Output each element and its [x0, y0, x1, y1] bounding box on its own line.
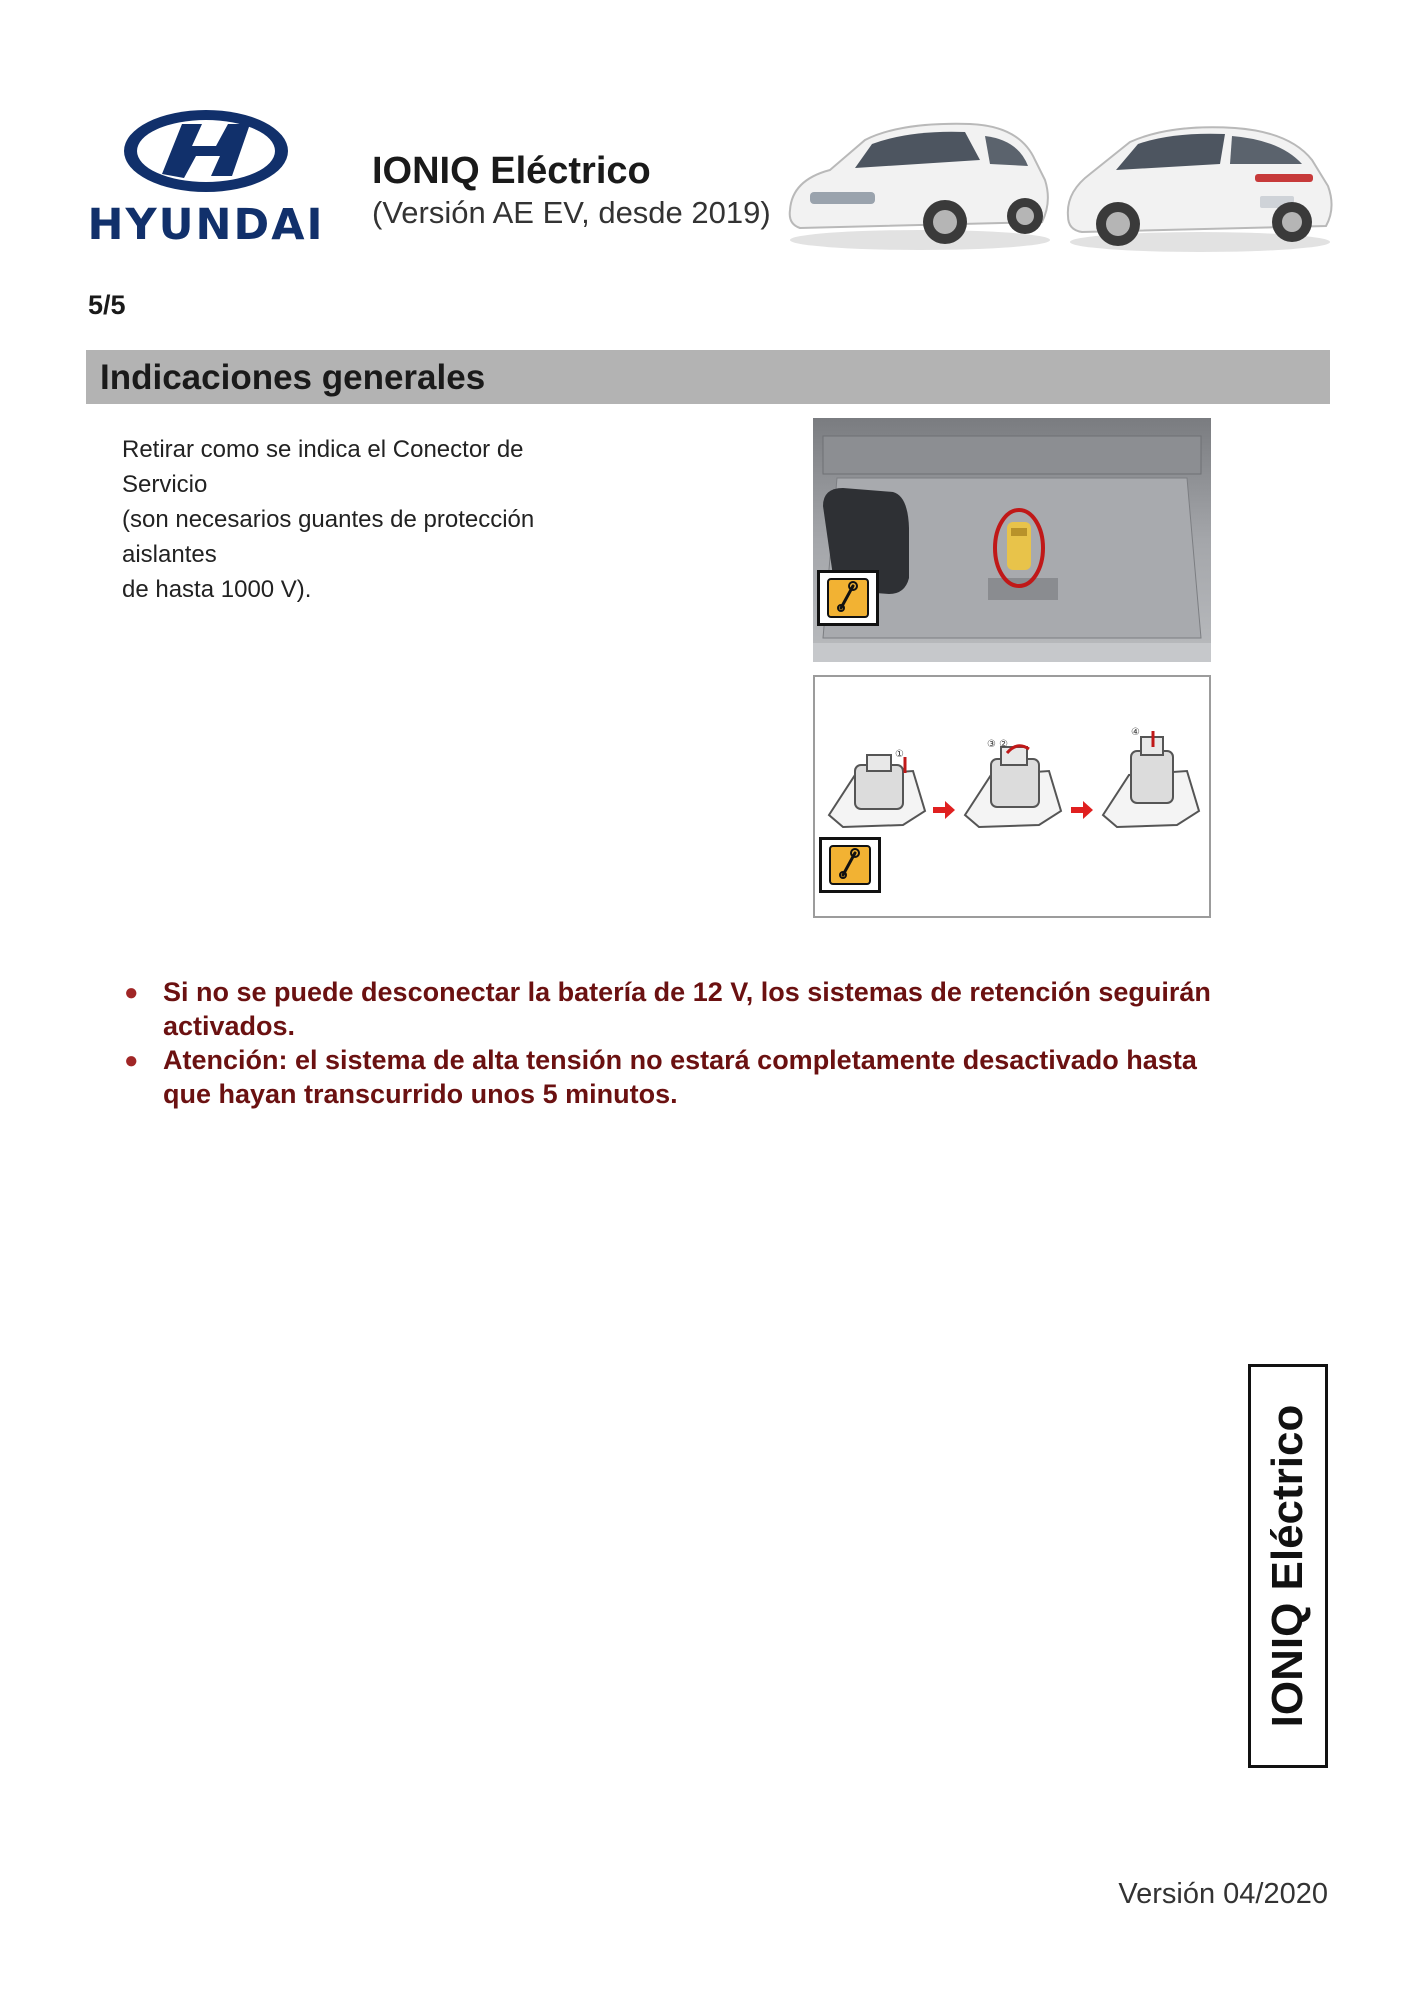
- tool-icon: [819, 837, 881, 893]
- page-number: 5/5: [88, 290, 126, 320]
- brand-wordmark: HYUNDAI: [87, 200, 325, 250]
- bullet-icon: ●: [124, 979, 139, 1006]
- step-label: ④: [1131, 727, 1140, 738]
- intro-line: de hasta 1000 V).: [122, 576, 312, 603]
- removal-steps-diagram: [813, 675, 1211, 918]
- side-tab-label: IONIQ Eléctrico: [1263, 1404, 1312, 1728]
- side-tab: [1248, 1364, 1328, 1768]
- step-label: ③ ②: [987, 739, 1009, 750]
- tool-icon: [817, 570, 879, 626]
- intro-line: (son necesarios guantes de protección aislantes: [122, 506, 535, 568]
- version-label: Versión 04/2020: [1118, 1878, 1328, 1910]
- note-item: [120, 975, 1220, 1043]
- note-text: Si no se puede desconectar la batería de 12 V, los sistemas de retención seguirán activados.: [163, 977, 1211, 1041]
- intro-line: Retirar como se indica el Conector de Servicio: [122, 436, 524, 498]
- note-item: [120, 1043, 1220, 1111]
- intro-text: [122, 432, 602, 607]
- document-title: IONIQ Eléctrico: [372, 150, 651, 192]
- step-label: ①: [895, 749, 904, 760]
- car-front-icon: [790, 124, 1050, 250]
- bullet-icon: ●: [124, 1047, 139, 1074]
- warning-notes: [120, 975, 1220, 1111]
- document-subtitle: (Versión AE EV, desde 2019): [372, 195, 771, 230]
- section-header: [86, 350, 1330, 404]
- section-title: Indicaciones generales: [100, 358, 486, 397]
- service-connector-photo: [813, 418, 1211, 662]
- note-text: Atención: el sistema de alta tensión no estará completamente desactivado hasta que hayan transcurrido unos 5 minutos.: [163, 1045, 1197, 1109]
- car-images: [780, 110, 1335, 260]
- car-rear-icon: [1068, 127, 1332, 252]
